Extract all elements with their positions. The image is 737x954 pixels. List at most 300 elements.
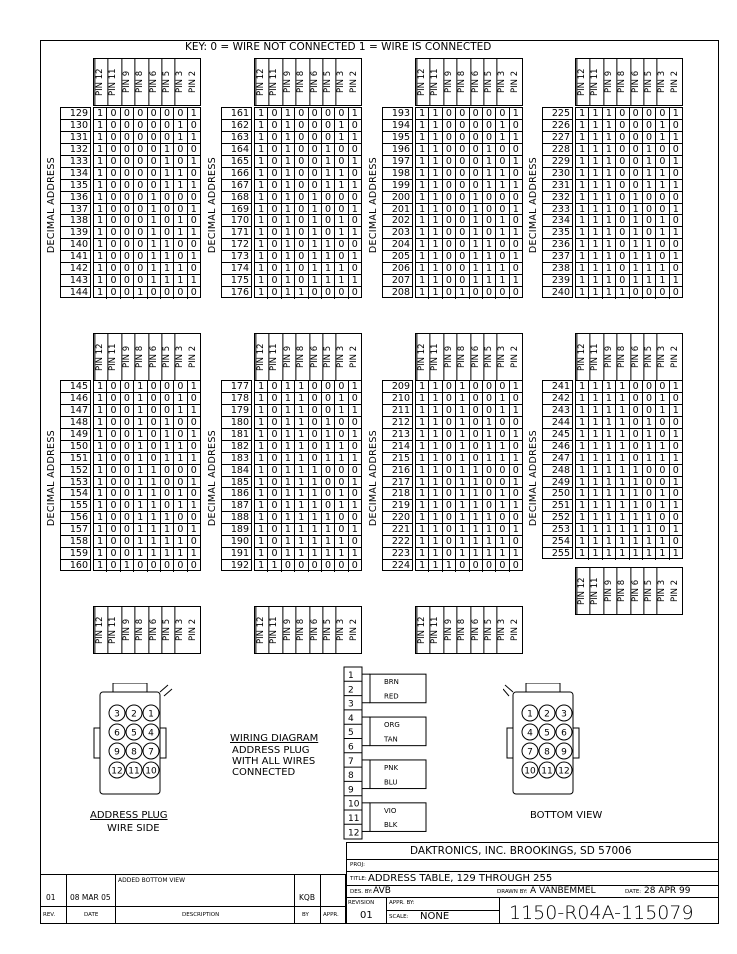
table-row: [255, 524, 361, 536]
bit-cell: 1: [456, 500, 469, 511]
bit-cell: 0: [148, 156, 161, 167]
address-cell: 254: [543, 536, 572, 548]
address-cell: 215: [383, 453, 412, 465]
bit-cell: 0: [643, 204, 656, 215]
bit-cell: 1: [643, 180, 656, 191]
bit-cell: 0: [616, 144, 629, 155]
bit-cell: 0: [174, 524, 187, 535]
bit-cell: 1: [496, 275, 509, 286]
bit-cell: 1: [416, 465, 429, 476]
wiring-pin-number: 8: [348, 771, 354, 782]
bit-cell: 0: [107, 560, 120, 572]
table-row: [94, 120, 200, 132]
bit-cell: 1: [282, 156, 295, 167]
bit-cell: 1: [94, 132, 107, 143]
decimal-address-label: DECIMAL ADDRESS: [207, 430, 218, 527]
table-row: [416, 287, 522, 299]
bit-cell: 1: [656, 548, 669, 560]
pin-header: PIN 11: [107, 59, 120, 105]
plug-pin-number: 12: [558, 766, 570, 777]
table-row: [94, 441, 200, 453]
bit-cell: 0: [672, 143, 679, 155]
bit-cell: 1: [589, 429, 602, 440]
bit-cell: 1: [174, 393, 187, 404]
bit-cell: 1: [630, 204, 643, 215]
bit-cell: 0: [512, 416, 519, 428]
bit-cell: 1: [483, 441, 496, 452]
bit-cell: 0: [134, 180, 147, 191]
table-row: [416, 120, 522, 132]
bit-cell: 1: [161, 263, 174, 274]
company-name: DAKTRONICS, INC. BROOKINGS, SD 57006: [410, 845, 632, 857]
bit-cell: 1: [470, 275, 483, 286]
bit-cell: 0: [161, 192, 174, 203]
address-cell: 132: [61, 144, 90, 156]
bit-cell: 1: [603, 453, 616, 464]
bit-cell: 0: [672, 536, 679, 548]
bit-cell: 0: [309, 132, 322, 143]
bit-cell: 1: [255, 156, 268, 167]
bit-cell: 0: [470, 287, 483, 299]
decimal-address-label: DECIMAL ADDRESS: [46, 157, 57, 254]
bit-cell: 0: [496, 108, 509, 119]
bit-cell: 1: [656, 393, 669, 404]
bit-cell: 1: [255, 144, 268, 155]
bit-cell: 1: [94, 393, 107, 404]
drawn-by: A VANBEMMEL: [530, 886, 596, 896]
bit-cell: 0: [295, 132, 308, 143]
bit-cell: 0: [322, 204, 335, 215]
bit-cell: 0: [121, 251, 134, 262]
bit-cell: 1: [470, 548, 483, 559]
bit-cell: 1: [295, 405, 308, 416]
pin-header-row: [254, 58, 362, 106]
bit-cell: 1: [335, 536, 348, 547]
pin-header: PIN 2: [187, 70, 198, 94]
wiring-pin-number: 11: [348, 814, 360, 824]
bit-cell: 0: [295, 120, 308, 131]
address-cell: 236: [543, 239, 572, 251]
bit-cell: 0: [456, 560, 469, 572]
bit-cell: 0: [190, 440, 197, 452]
bit-cell: 1: [496, 405, 509, 416]
bit-cell: 1: [429, 381, 442, 392]
bit-cell: 1: [512, 452, 519, 464]
bit-cell: 1: [148, 204, 161, 215]
table-row: [94, 156, 200, 168]
address-cell: 139: [61, 227, 90, 239]
address-cell: 192: [230, 560, 249, 572]
plug-pin-number: 7: [527, 747, 533, 758]
scale-label: SCALE:: [389, 914, 409, 920]
pin-header: PIN 8: [616, 334, 629, 380]
bit-cell: 1: [643, 453, 656, 464]
bit-cell: 0: [630, 453, 643, 464]
bit-cell: 1: [429, 204, 442, 215]
bit-cell: 0: [295, 108, 308, 119]
bit-cell: 1: [429, 251, 442, 262]
bit-cell: 1: [512, 381, 519, 392]
bit-cell: 1: [416, 381, 429, 392]
bit-cell: 0: [616, 215, 629, 226]
pin-header: PIN 6: [470, 334, 483, 380]
table-row: [416, 441, 522, 453]
table-row: [255, 429, 361, 441]
bit-cell: 1: [416, 168, 429, 179]
bit-cell: 1: [576, 548, 589, 560]
bit-cell: 1: [589, 156, 602, 167]
bit-cell: 0: [630, 429, 643, 440]
bit-cell: 1: [456, 441, 469, 452]
bit-cell: 1: [416, 215, 429, 226]
bit-cell: 1: [148, 477, 161, 488]
bit-cell: 0: [268, 548, 281, 559]
bit-cell: 1: [672, 381, 679, 392]
bit-cell: 0: [309, 417, 322, 428]
wire-color-label: PNK: [384, 763, 399, 772]
drawing-date: 28 APR 99: [644, 886, 691, 896]
bit-cell: 1: [416, 180, 429, 191]
decimal-address-label: DECIMAL ADDRESS: [528, 157, 539, 254]
bit-cell: 1: [603, 441, 616, 452]
bit-cell: 1: [643, 251, 656, 262]
bit-cell: 0: [351, 287, 358, 299]
bit-cell: 1: [496, 441, 509, 452]
bit-cell: 0: [295, 275, 308, 286]
bit-cell: 1: [483, 156, 496, 167]
bit-cell: 0: [121, 381, 134, 392]
bit-cell: 0: [268, 275, 281, 286]
decimal-address-column: [542, 107, 573, 298]
bit-cell: 1: [429, 512, 442, 523]
bit-cell: 1: [282, 512, 295, 523]
bit-cell: 0: [672, 287, 679, 299]
bit-cell: 0: [672, 464, 679, 476]
bit-cell: 1: [470, 215, 483, 226]
bit-cell: 1: [456, 417, 469, 428]
pin-header: PIN 6: [148, 59, 161, 105]
bit-cell: 0: [512, 119, 519, 131]
table-row: [416, 251, 522, 263]
bit-cell: 0: [107, 192, 120, 203]
bit-cell: 0: [134, 108, 147, 119]
bit-cell: 0: [148, 429, 161, 440]
bit-cell: 1: [282, 144, 295, 155]
pin-header: PIN 8: [616, 568, 629, 614]
bit-cell: 0: [656, 477, 669, 488]
bit-cell: 0: [470, 120, 483, 131]
bit-cell: 1: [134, 488, 147, 499]
bit-cell: 0: [121, 275, 134, 286]
bit-cell: 1: [576, 120, 589, 131]
pin-header-row: [575, 567, 683, 615]
bit-cell: 1: [429, 453, 442, 464]
table-row: [416, 108, 522, 120]
table-row: [416, 488, 522, 500]
bit-cell: 1: [255, 477, 268, 488]
bit-cell: 1: [616, 488, 629, 499]
appr-header: APPR.: [323, 912, 339, 918]
pin-header: PIN 12: [94, 59, 107, 105]
bit-cell: 0: [456, 239, 469, 250]
bit-cell: 1: [161, 251, 174, 262]
bit-cell: 1: [429, 108, 442, 119]
bit-cell: 1: [148, 263, 161, 274]
bit-cell: 0: [470, 560, 483, 572]
bit-cell: 0: [335, 156, 348, 167]
pin-header: PIN 3: [174, 334, 187, 380]
bit-cell: 1: [456, 381, 469, 392]
bit-cell: 1: [576, 417, 589, 428]
bit-cell: 1: [322, 251, 335, 262]
table-row: [255, 132, 361, 144]
pin-header-row: [93, 58, 201, 106]
bit-cell: 1: [603, 488, 616, 499]
bit-cell: 0: [351, 191, 358, 203]
table-row: [255, 108, 361, 120]
bit-cell: 0: [630, 120, 643, 131]
bit-cell: 1: [429, 441, 442, 452]
bit-cell: 0: [268, 239, 281, 250]
bit-cell: 0: [443, 215, 456, 226]
address-cell: 145: [61, 381, 90, 393]
pin-header: PIN 6: [630, 59, 643, 105]
bit-cell: 1: [496, 132, 509, 143]
bit-cell: 0: [148, 560, 161, 572]
bit-cell: 0: [190, 215, 197, 227]
address-cell: 228: [543, 144, 572, 156]
bit-cell: 1: [335, 215, 348, 226]
bit-cell: 0: [268, 227, 281, 238]
address-cell: 173: [222, 251, 251, 263]
wiring-description-line: CONNECTED: [232, 767, 296, 778]
bit-cell: 0: [672, 215, 679, 227]
bit-cell: 1: [483, 417, 496, 428]
bit-cell: 1: [148, 227, 161, 238]
bit-cell: 1: [351, 155, 358, 167]
pin-header: PIN 11: [268, 59, 281, 105]
bit-cell: 0: [107, 488, 120, 499]
bit-cell: 1: [161, 144, 174, 155]
bit-cell: 1: [94, 239, 107, 250]
bit-cell: 1: [576, 453, 589, 464]
bit-cell: 1: [512, 476, 519, 488]
bit-cell: 1: [335, 120, 348, 131]
address-cell: 255: [551, 548, 570, 560]
pin-header: PIN 9: [443, 59, 456, 105]
bit-cell: 0: [443, 180, 456, 191]
pin-header: PIN 5: [483, 334, 496, 380]
wiring-diagram: [342, 666, 432, 842]
bit-cell: 1: [603, 215, 616, 226]
bit-cell: 1: [616, 405, 629, 416]
bit-cell: 0: [322, 477, 335, 488]
pin-header: PIN 5: [161, 59, 174, 105]
pin-header: PIN 3: [496, 59, 509, 105]
bit-cell: 1: [282, 381, 295, 392]
bit-cell: 1: [148, 548, 161, 559]
pin-header: PIN 2: [187, 345, 198, 369]
bit-cell: 1: [94, 275, 107, 286]
bit-cell: 0: [322, 287, 335, 299]
bit-cell: 1: [94, 417, 107, 428]
bit-cell: 1: [643, 156, 656, 167]
bit-cell: 0: [630, 417, 643, 428]
bit-cell: 1: [295, 417, 308, 428]
bit-cell: 1: [161, 524, 174, 535]
bit-cell: 1: [496, 453, 509, 464]
bit-cell: 1: [255, 512, 268, 523]
table-row: [255, 168, 361, 180]
bit-cell: 0: [161, 215, 174, 226]
bit-cell: 0: [322, 381, 335, 392]
table-row: [94, 227, 200, 239]
bit-cell: 0: [268, 263, 281, 274]
bit-cell: 0: [268, 465, 281, 476]
address-cell: 163: [222, 132, 251, 144]
bit-cell: 0: [134, 560, 147, 572]
bit-cell: 1: [589, 536, 602, 547]
bit-cell: 1: [603, 429, 616, 440]
bit-cell: 1: [255, 263, 268, 274]
bit-cell: 0: [121, 393, 134, 404]
table-row: [94, 239, 200, 251]
bit-cell: 1: [255, 441, 268, 452]
bit-cell: 1: [309, 548, 322, 559]
bit-cell: 0: [107, 132, 120, 143]
bit-cell: 1: [616, 429, 629, 440]
address-cell: 252: [543, 512, 572, 524]
address-cell: 197: [383, 156, 412, 168]
bit-cell: 0: [134, 275, 147, 286]
bit-cell: 1: [429, 560, 442, 572]
bit-cell: 0: [161, 477, 174, 488]
bit-cell: 0: [443, 405, 456, 416]
bit-cell: 1: [630, 215, 643, 226]
bit-cell: 1: [483, 144, 496, 155]
bit-cell: 1: [174, 168, 187, 179]
plug-pin-number: 10: [524, 766, 536, 777]
bit-cell: 1: [616, 477, 629, 488]
table-row: [94, 180, 200, 192]
pin-header: PIN 8: [295, 334, 308, 380]
bit-cell: 1: [351, 428, 358, 440]
address-cell: 226: [543, 120, 572, 132]
bit-cell: 1: [94, 477, 107, 488]
address-cell: 248: [543, 465, 572, 477]
bit-cell: 0: [107, 227, 120, 238]
pin-header: PIN 11: [107, 607, 120, 653]
bit-cell: 0: [309, 144, 322, 155]
bit-cell: 0: [672, 512, 679, 524]
bit-cell: 0: [174, 417, 187, 428]
bit-cell: 1: [295, 441, 308, 452]
table-row: [416, 156, 522, 168]
address-cell: 158: [61, 536, 90, 548]
bit-cell: 0: [148, 168, 161, 179]
bit-cell: 1: [630, 477, 643, 488]
bit-pattern-table: [93, 107, 201, 298]
bit-cell: 0: [268, 488, 281, 499]
bit-cell: 0: [148, 417, 161, 428]
bit-cell: 1: [512, 227, 519, 239]
bit-cell: 1: [295, 287, 308, 299]
bit-cell: 0: [148, 393, 161, 404]
bit-cell: 0: [148, 180, 161, 191]
bit-cell: 0: [121, 144, 134, 155]
bit-cell: 1: [470, 192, 483, 203]
bit-cell: 0: [309, 560, 322, 572]
bit-cell: 0: [107, 120, 120, 131]
bit-cell: 1: [456, 512, 469, 523]
bit-cell: 0: [672, 167, 679, 179]
bit-cell: 0: [322, 500, 335, 511]
bit-cell: 1: [174, 215, 187, 226]
table-row: [255, 180, 361, 192]
pin-header-row: [415, 333, 523, 381]
bit-cell: 1: [282, 108, 295, 119]
bit-cell: 1: [322, 524, 335, 535]
decimal-address-column: [542, 380, 573, 559]
bit-cell: 0: [268, 120, 281, 131]
bit-cell: 1: [603, 239, 616, 250]
bit-cell: 1: [429, 215, 442, 226]
bit-cell: 0: [351, 416, 358, 428]
bit-cell: 0: [148, 287, 161, 299]
bit-cell: 1: [496, 263, 509, 274]
bit-cell: 1: [161, 156, 174, 167]
bit-cell: 1: [94, 180, 107, 191]
address-cell: 146: [61, 393, 90, 405]
revision-label: REVISION: [348, 900, 375, 906]
bit-cell: 1: [512, 524, 519, 536]
pin-header: PIN 5: [322, 334, 335, 380]
address-cell: 172: [222, 239, 251, 251]
address-cell: 175: [222, 275, 251, 287]
bit-cell: 1: [335, 168, 348, 179]
pin-header: PIN 5: [161, 607, 174, 653]
address-cell: 150: [61, 441, 90, 453]
bit-cell: 0: [148, 120, 161, 131]
address-cell: 174: [222, 263, 251, 275]
bit-cell: 0: [630, 405, 643, 416]
bit-cell: 0: [643, 381, 656, 392]
bit-cell: 0: [295, 239, 308, 250]
wiring-pin-number: 10: [348, 799, 360, 810]
bit-cell: 1: [630, 227, 643, 238]
table-row: [94, 108, 200, 120]
bit-cell: 0: [121, 192, 134, 203]
address-cell: 211: [383, 405, 412, 417]
bit-cell: 1: [429, 405, 442, 416]
pin-header-row: [575, 58, 683, 106]
address-cell: 135: [61, 180, 90, 192]
bit-cell: 0: [134, 132, 147, 143]
table-row: [576, 417, 682, 429]
bit-cell: 1: [282, 465, 295, 476]
bit-cell: 1: [351, 203, 358, 215]
bit-cell: 0: [470, 429, 483, 440]
address-cell: 198: [383, 168, 412, 180]
bit-cell: 1: [282, 548, 295, 559]
bit-cell: 0: [107, 512, 120, 523]
bit-cell: 0: [295, 168, 308, 179]
table-row: [255, 192, 361, 204]
bit-cell: 0: [630, 144, 643, 155]
address-cell: 210: [383, 393, 412, 405]
bit-cell: 1: [512, 251, 519, 263]
address-cell: 213: [383, 429, 412, 441]
